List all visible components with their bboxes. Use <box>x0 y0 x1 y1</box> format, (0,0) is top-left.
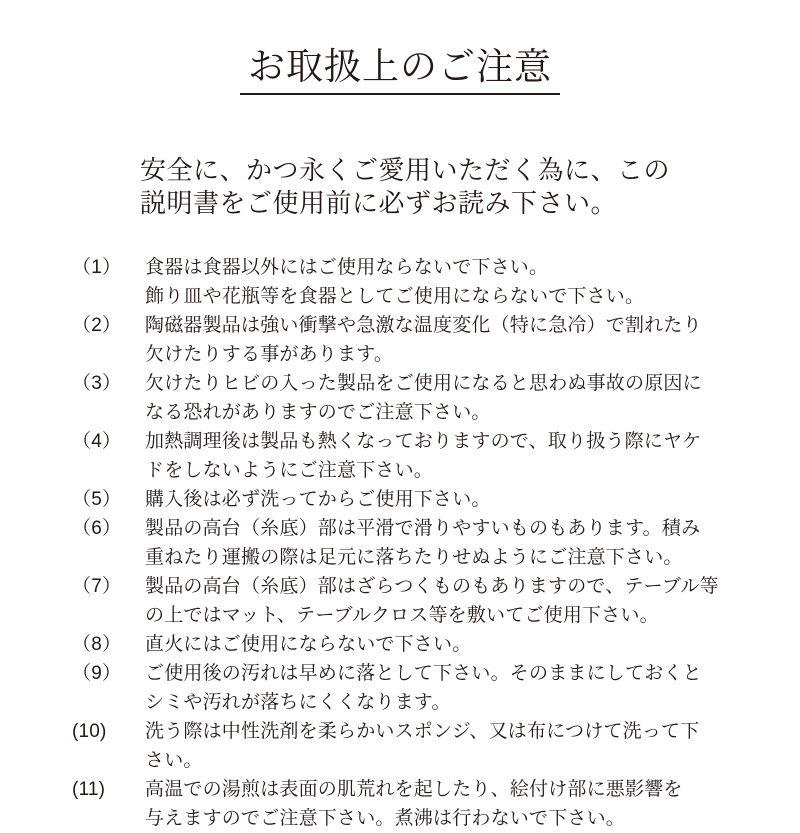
notice-item <box>0 253 800 311</box>
notice-item <box>0 630 800 659</box>
item-line: シミや汚れが落ちにくくなります。 <box>145 691 451 713</box>
notice-item <box>0 659 800 717</box>
title-section <box>0 0 800 120</box>
item-body <box>145 253 800 311</box>
item-line: 与えますのでご注意下さい。煮沸は行わないで下さい。 <box>145 807 626 829</box>
item-number: (11) <box>72 778 106 800</box>
item-body <box>145 630 800 659</box>
item-line: 欠けたりヒビの入った製品をご使用になると思わぬ事故の原因に <box>145 372 702 394</box>
item-line: 製品の高台（糸底）部は平滑で滑りやすいものもあります。積み <box>145 517 701 539</box>
item-line: 飾り皿や花瓶等を食器としてご使用にならないで下さい。 <box>145 285 645 307</box>
notice-item <box>0 427 800 485</box>
item-body <box>145 514 800 572</box>
item-number: （7） <box>72 575 122 597</box>
item-line: 高温での湯煎は表面の肌荒れを起したり、絵付け部に悪影響を <box>145 778 683 800</box>
item-body <box>145 485 800 514</box>
item-body <box>145 311 800 369</box>
item-number: (10) <box>72 720 107 742</box>
item-line: 陶磁器製品は強い衝撃や急激な温度変化（特に急冷）で割れたり <box>145 314 702 336</box>
item-line: 製品の高台（糸底）部はざらつくものもありますので、テーブル等 <box>145 575 719 597</box>
page-title: お取扱上のご注意 <box>240 45 560 95</box>
item-number: （3） <box>72 372 122 394</box>
item-number: （4） <box>72 430 122 452</box>
item-body <box>145 369 800 427</box>
intro-line: 説明書をご使用前に必ずお読み下さい。 <box>140 187 618 218</box>
item-line: 食器は食器以外にはご使用ならないで下さい。 <box>145 256 549 278</box>
item-line: 直火にはご使用にならないで下さい。 <box>145 633 472 655</box>
intro-text <box>140 154 800 220</box>
notice-list <box>0 253 800 833</box>
notice-item <box>0 775 800 833</box>
item-number: （5） <box>72 488 122 510</box>
item-line: なる恐れがありますのでご注意下さい。 <box>145 401 491 423</box>
item-number: （2） <box>72 314 122 336</box>
item-line: 欠けたりする事があります。 <box>145 343 394 365</box>
item-body <box>145 775 800 833</box>
item-body <box>145 572 800 630</box>
notice-item <box>0 369 800 427</box>
item-body <box>145 427 800 485</box>
item-line: ご使用後の汚れは早めに落として下さい。そのままにしておくと <box>145 662 702 684</box>
item-number: （6） <box>72 517 122 539</box>
item-line: 重ねたり運搬の際は足元に落ちたりせぬようにご注意下さい。 <box>145 546 683 568</box>
notice-item <box>0 485 800 514</box>
item-line: の上ではマット、テーブルクロス等を敷いてご使用下さい。 <box>145 604 659 626</box>
notice-item <box>0 514 800 572</box>
notice-item <box>0 311 800 369</box>
item-line: ドをしないようにご注意下さい。 <box>145 459 434 481</box>
item-number: （8） <box>72 633 122 655</box>
item-body <box>145 659 800 717</box>
item-body <box>145 717 800 775</box>
item-line: 加熱調理後は製品も熱くなっておりますので、取り扱う際にヤケ <box>145 430 702 452</box>
item-line: 購入後は必ず洗ってからご使用下さい。 <box>145 488 491 510</box>
notice-item <box>0 717 800 775</box>
intro-line: 安全に、かつ永くご愛用いただく為に、この <box>140 154 671 185</box>
item-line: さい。 <box>145 749 203 771</box>
item-line: 洗う際は中性洗剤を柔らかいスポンジ、又は布につけて洗って下 <box>145 720 700 742</box>
item-number: （1） <box>72 256 122 278</box>
item-number: （9） <box>72 662 122 684</box>
notice-item <box>0 572 800 630</box>
